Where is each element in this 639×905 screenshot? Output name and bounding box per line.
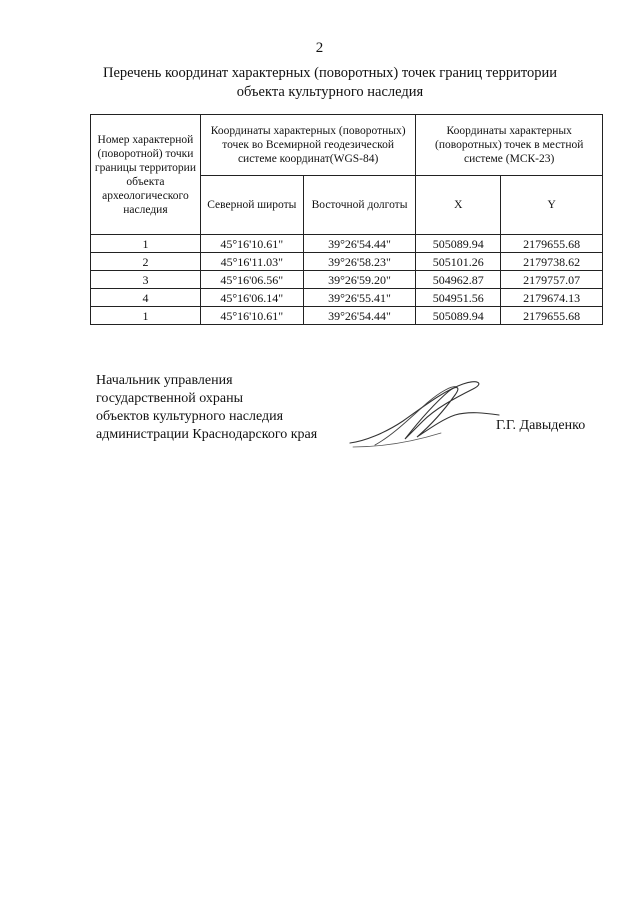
cell-lon: 39°26'54.44" [303, 235, 416, 253]
cell-x: 505089.94 [416, 235, 501, 253]
header-msk-group: Координаты характерных (поворотных) точек в местной системе (МСК-23) [416, 115, 603, 176]
cell-lat: 45°16'06.56" [200, 271, 303, 289]
header-lon: Восточной долготы [303, 176, 416, 235]
cell-y: 2179674.13 [501, 289, 603, 307]
document-title [60, 64, 600, 102]
cell-lon: 39°26'54.44" [303, 307, 416, 325]
header-point-number: Номер характерной (поворотной) точки границы территории объекта археологического наследия [91, 115, 201, 235]
table-row [91, 235, 603, 253]
cell-y: 2179655.68 [501, 235, 603, 253]
table-row [91, 253, 603, 271]
cell-y: 2179757.07 [501, 271, 603, 289]
cell-lat: 45°16'10.61" [200, 235, 303, 253]
table-row [91, 271, 603, 289]
signer-title [96, 372, 317, 444]
cell-y: 2179738.62 [501, 253, 603, 271]
table-row [91, 289, 603, 307]
table-row [91, 307, 603, 325]
cell-point-number: 4 [91, 289, 201, 307]
header-wgs-group: Координаты характерных (поворотных) точек во Всемирной геодезической системе координат(WGS-84) [200, 115, 416, 176]
handwritten-signature [345, 375, 505, 453]
signer-line-3: объектов культурного наследия [96, 409, 284, 424]
cell-point-number: 3 [91, 271, 201, 289]
cell-point-number: 1 [91, 235, 201, 253]
signer-line-4: администрации Краснодарского края [96, 427, 318, 442]
title-line-2: объекта культурного наследия [236, 84, 424, 100]
header-y: Y [501, 176, 603, 235]
cell-lat: 45°16'11.03" [200, 253, 303, 271]
cell-lat: 45°16'10.61" [200, 307, 303, 325]
cell-x: 505089.94 [416, 307, 501, 325]
page-number: 2 [315, 40, 324, 56]
header-lat: Северной широты [200, 176, 303, 235]
cell-lon: 39°26'55.41" [303, 289, 416, 307]
header-x: X [416, 176, 501, 235]
signer-name: Г.Г. Давыденко [496, 418, 586, 433]
cell-lon: 39°26'58.23" [303, 253, 416, 271]
title-line-1: Перечень координат характерных (поворотных) точек границ территории [102, 65, 558, 81]
cell-lon: 39°26'59.20" [303, 271, 416, 289]
signer-line-1: Начальник управления [96, 373, 233, 388]
coordinates-table [90, 114, 603, 325]
cell-x: 504951.56 [416, 289, 501, 307]
signer-line-2: государственной охраны [96, 391, 244, 406]
cell-point-number: 2 [91, 253, 201, 271]
cell-x: 504962.87 [416, 271, 501, 289]
cell-x: 505101.26 [416, 253, 501, 271]
cell-y: 2179655.68 [501, 307, 603, 325]
cell-point-number: 1 [91, 307, 201, 325]
cell-lat: 45°16'06.14" [200, 289, 303, 307]
